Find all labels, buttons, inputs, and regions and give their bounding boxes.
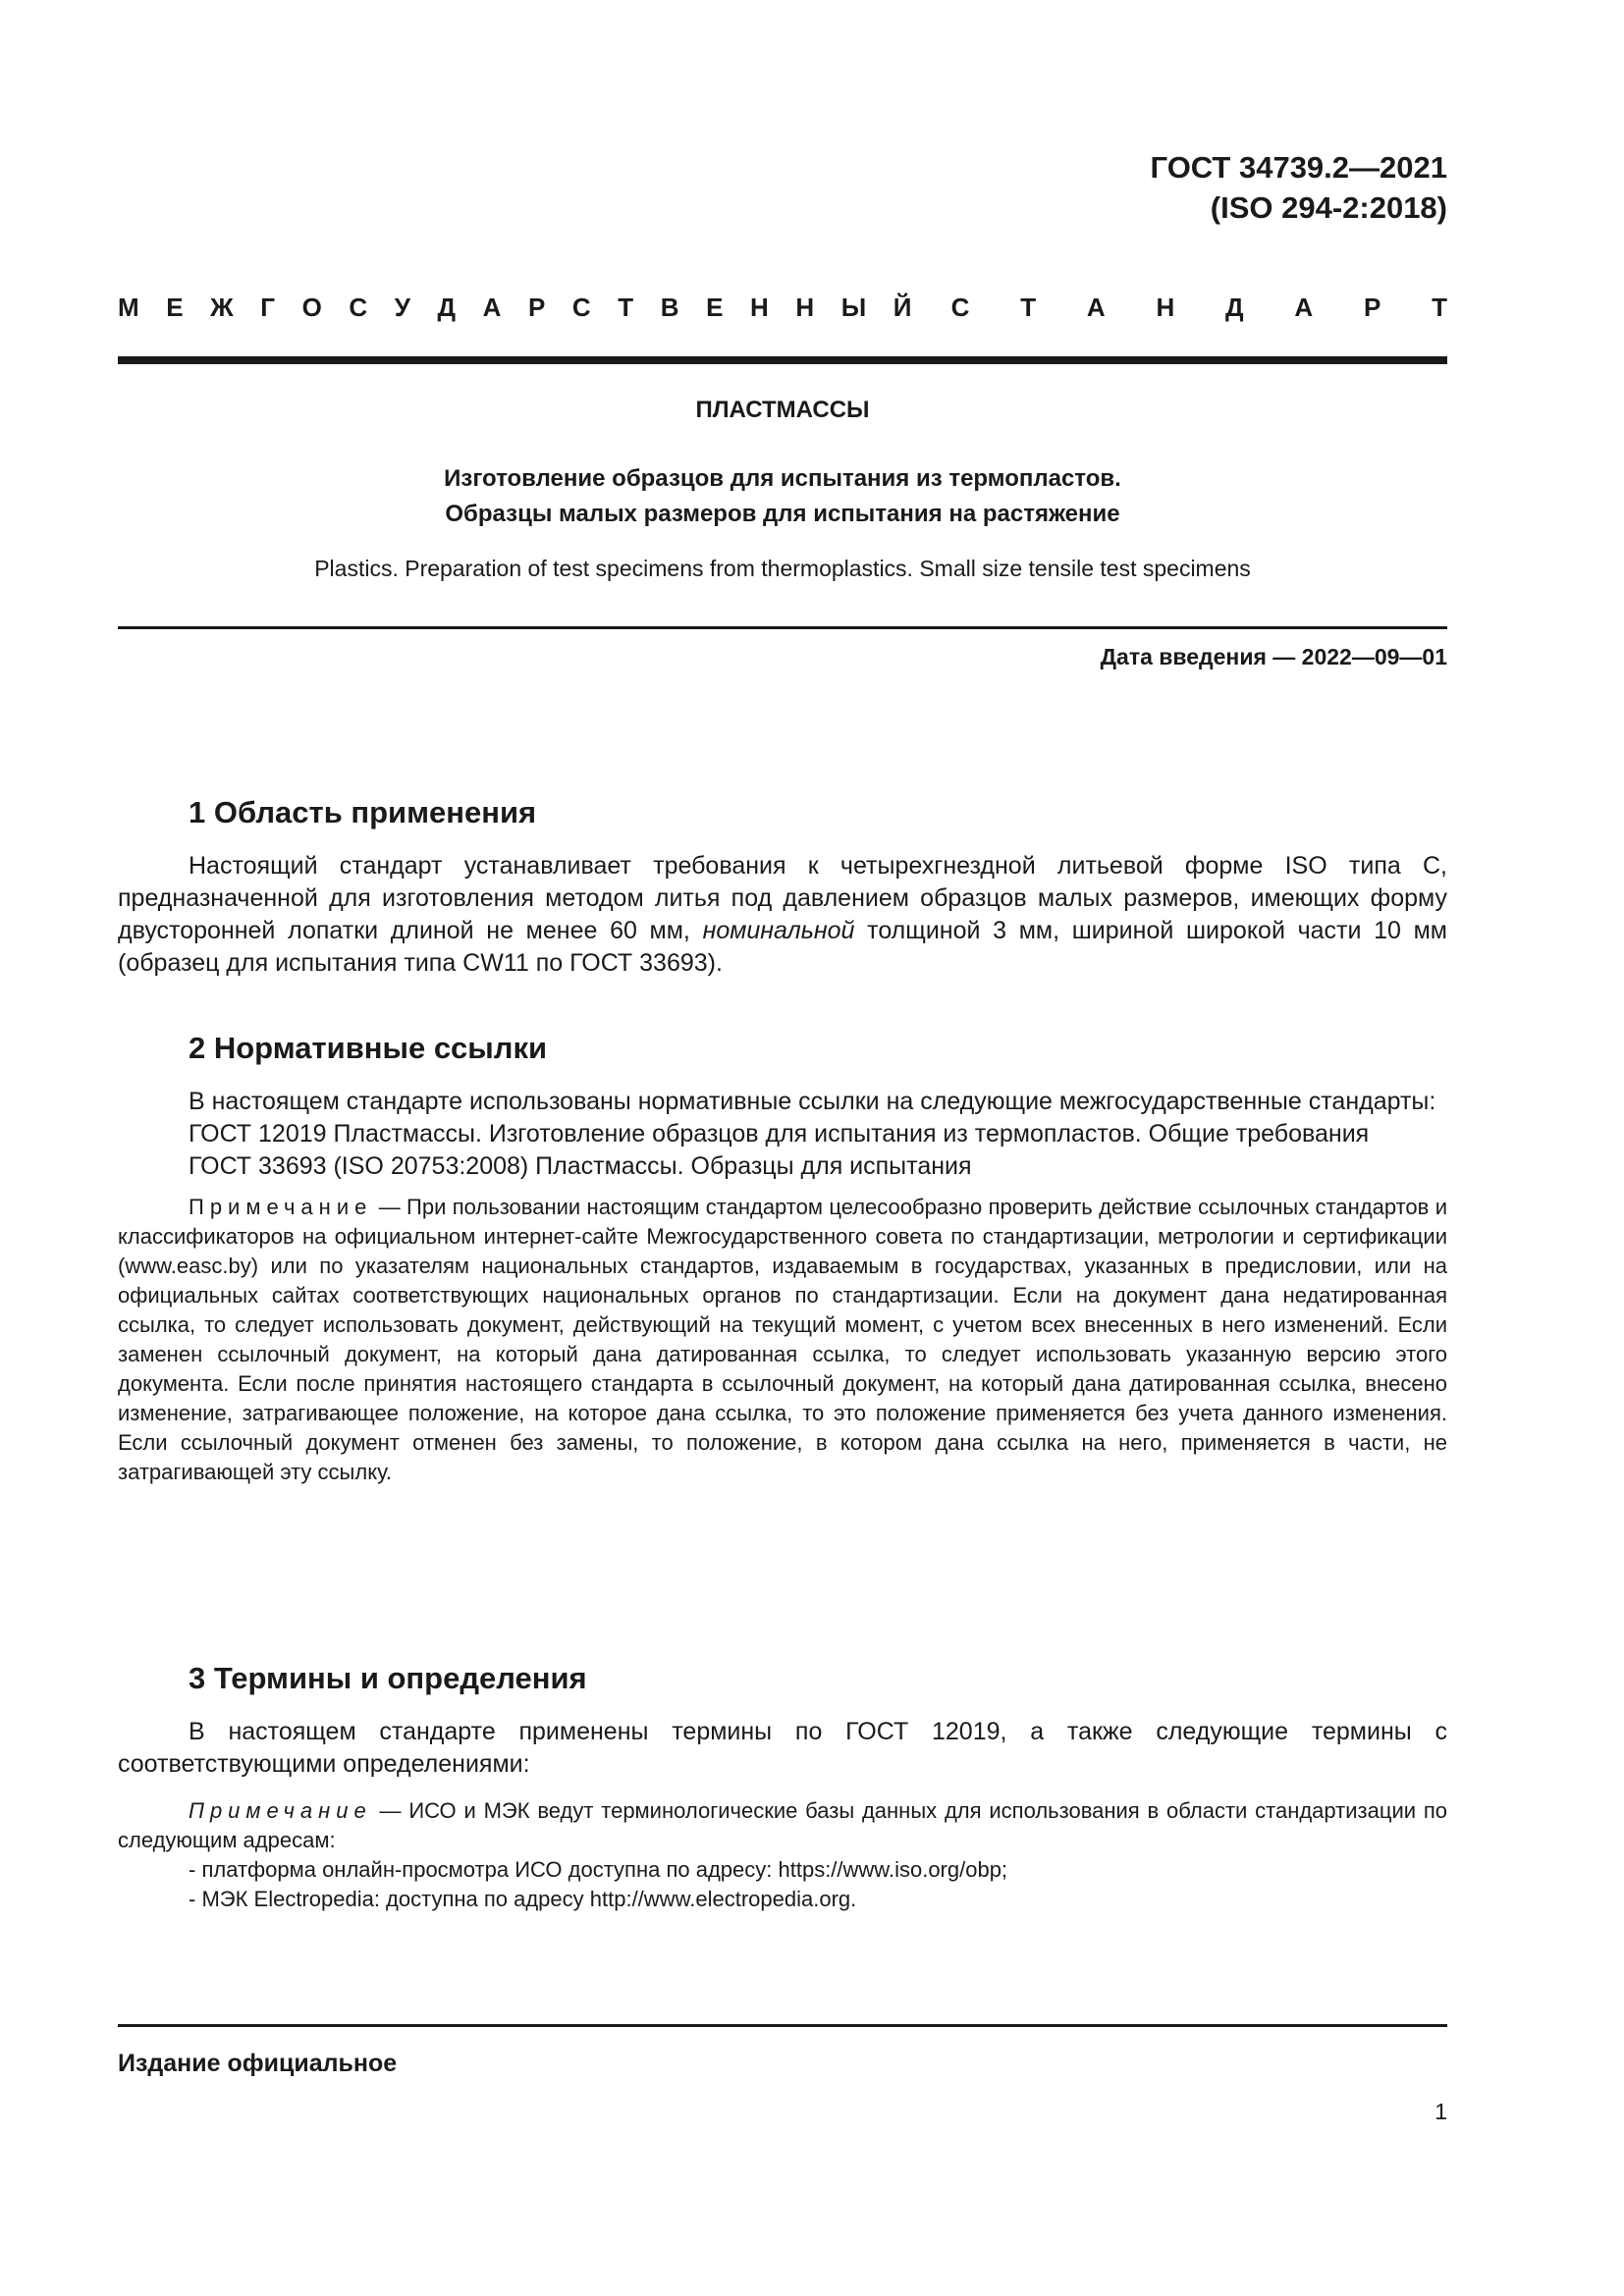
banner-letter: С	[349, 293, 368, 322]
section-scope	[118, 795, 1447, 980]
subtitle-line-2: Образцы малых размеров для испытания на растяжение	[445, 501, 1120, 527]
banner-letter: С	[950, 293, 970, 322]
interstate-standard-banner	[118, 293, 1447, 323]
banner-letter: Н	[795, 293, 815, 322]
banner-letter: Ж	[210, 293, 234, 322]
section-terms-definitions	[118, 1661, 1447, 1914]
banner-letter: У	[394, 293, 410, 322]
banner-letter: В	[660, 293, 679, 322]
page-number: 1	[1435, 2099, 1447, 2124]
banner-letter: Ы	[840, 293, 867, 322]
banner-letter: А	[482, 293, 502, 322]
banner-letter: Д	[1225, 293, 1244, 322]
official-edition-label: Издание официальное	[118, 2050, 398, 2077]
banner-letter: А	[1294, 293, 1314, 322]
banner-letter: Е	[166, 293, 184, 322]
interstate-word	[118, 293, 912, 323]
banner-letter: Н	[1156, 293, 1175, 322]
section-paragraph: Настоящий стандарт устанавливает требования к четырехгнездной литьевой форме ISO типа С, предназначенной для изготовления методом литья под давлением образцов малых размеров, имеющих форму двусторонней лопатки длиной не менее 60 мм, номинальной толщиной 3 мм, шириной широкой части 10 мм (образец для испытания типа CW11 по ГОСТ 33693).	[118, 852, 1447, 977]
subtitle-line-1: Изготовление образцов для испытания из термопластов.	[444, 465, 1121, 492]
banner-letter: М	[118, 293, 139, 322]
standard-designation	[1151, 147, 1447, 228]
banner-letter: Т	[618, 293, 634, 322]
header-rule	[118, 356, 1447, 364]
banner-letter: Н	[750, 293, 769, 322]
note-paragraph: Примечание — ИСО и МЭК ведут терминологические базы данных для использования в области стандартизации по следующим адресам:	[118, 1798, 1447, 1852]
iso-number: (ISO 294-2:2018)	[1210, 190, 1447, 225]
section-paragraph: В настоящем стандарте применены термины по ГОСТ 12019, а также следующие термины с соответствующими определениями:	[118, 1718, 1447, 1778]
section-heading: 1 Область применения	[189, 795, 537, 829]
banner-letter: Т	[1432, 293, 1447, 322]
note-paragraph: Примечание — При пользовании настоящим стандартом целесообразно проверить действие ссылочных стандартов и классификаторов на официальном интернет-сайте Межгосударственного совета по стандартизации, метрологии и сертификации (www.easc.by) или по указателям национальных стандартов, издаваемым в государствах, указанных в предисловии, или на официальных сайтах соответствующих национальных органов по стандартизации. Если на документ дана недатированная ссылка, то следует использовать документ, действующий на текущий момент, с учетом всех внесенных в него изменений. Если заменен ссылочный документ, на который дана датированная ссылка, то следует использовать указанную версию этого документа. Если после принятия настоящего стандарта в ссылочный документ, на который дана датированная ссылка, внесено изменение, затрагивающее положение, на которое дана ссылка, то это положение применяется без учета данного изменения. Если ссылочный документ отменен без замены, то положение, в котором дана ссылка на него, применяется в части, не затрагивающей эту ссылку.	[118, 1195, 1447, 1484]
standard-word	[951, 293, 1447, 323]
document-subtitle	[118, 461, 1447, 532]
footer-rule	[118, 2024, 1447, 2027]
reference-item: ГОСТ 33693 (ISO 20753:2008) Пластмассы. Образцы для испытания	[189, 1152, 972, 1180]
document-title: ПЛАСТМАССЫ	[695, 397, 870, 423]
banner-letter: Г	[260, 293, 275, 322]
banner-letter: О	[301, 293, 322, 322]
banner-letter: Д	[437, 293, 457, 322]
english-title: Plastics. Preparation of test specimens from thermoplastics. Small size tensile test specimens	[314, 556, 1251, 581]
introduction-date: Дата введения — 2022—09—01	[1100, 644, 1447, 669]
section-heading: 2 Нормативные ссылки	[189, 1031, 548, 1065]
reference-item: ГОСТ 12019 Пластмассы. Изготовление образцов для испытания из термопластов. Общие требования	[189, 1120, 1370, 1148]
banner-letter: Т	[1020, 293, 1037, 322]
banner-letter: Й	[893, 293, 912, 322]
list-item: - платформа онлайн-просмотра ИСО доступна по адресу: https://www.iso.org/obp;	[189, 1855, 1447, 1885]
section-heading: 3 Термины и определения	[189, 1661, 587, 1695]
banner-letter: Е	[706, 293, 724, 322]
banner-letter: С	[571, 293, 591, 322]
banner-letter: Р	[1363, 293, 1381, 322]
list-item: - МЭК Electropedia: доступна по адресу http://www.electropedia.org.	[189, 1885, 1447, 1914]
section-normative-references	[118, 1031, 1447, 1487]
section-paragraph: В настоящем стандарте использованы нормативные ссылки на следующие межгосударственные стандарты:	[189, 1088, 1436, 1115]
banner-letter: А	[1086, 293, 1106, 322]
gost-number: ГОСТ 34739.2—2021	[1150, 150, 1447, 185]
address-list	[118, 1855, 1447, 1914]
title-rule	[118, 626, 1447, 629]
banner-letter: Р	[527, 293, 546, 322]
